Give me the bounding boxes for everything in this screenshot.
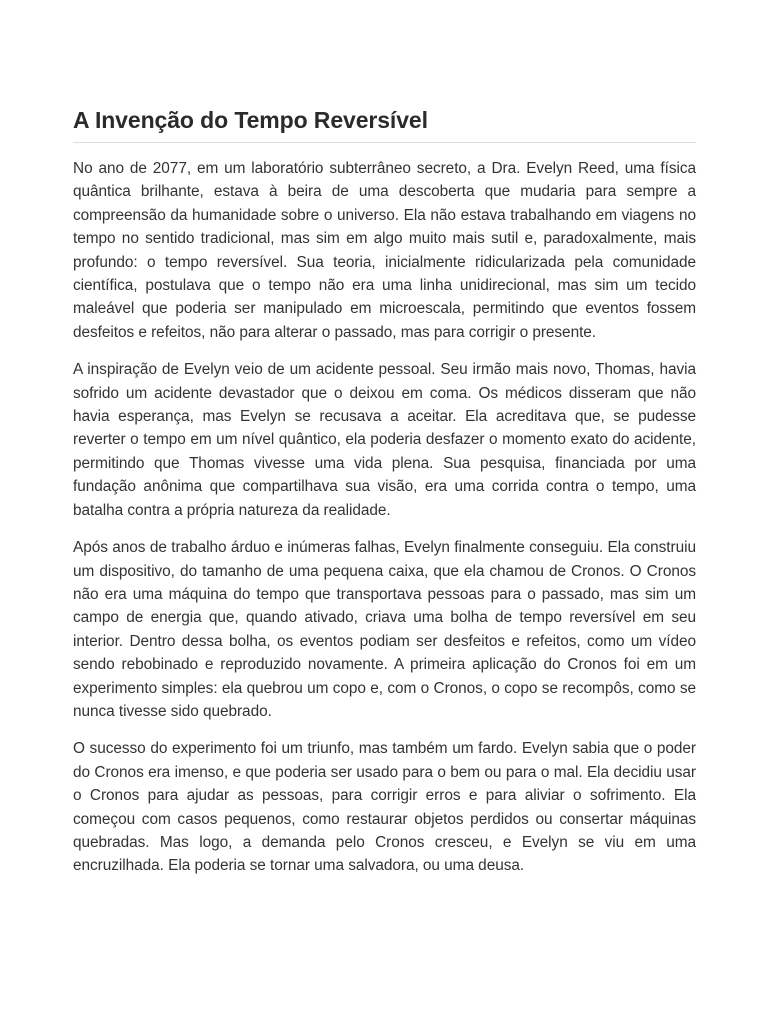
document-page: [73, 104, 696, 878]
paragraph-1: No ano de 2077, em um laboratório subterrâneo secreto, a Dra. Evelyn Reed, uma física quântica brilhante, estava à beira de uma descoberta que mudaria para sempre a compreensão da humanidade sobre o universo. Ela não estava trabalhando em viagens no tempo no sentido tradicional, mas sim em algo muito mais sutil e, paradoxalmente, mais profundo: o tempo reversível. Sua teoria, inicialmente ridicularizada pela comunidade científica, postulava que o tempo não era uma linha unidirecional, mas sim um tecido maleável que poderia ser manipulado em microescala, permitindo que eventos fossem desfeitos e refeitos, não para alterar o passado, mas para corrigir o presente.: [73, 160, 696, 341]
page-title: A Invenção do Tempo Reversível: [73, 104, 696, 143]
paragraph-4: O sucesso do experimento foi um triunfo, mas também um fardo. Evelyn sabia que o poder do Cronos era imenso, e que poderia ser usado para o bem ou para o mal. Ela decidiu usar o Cronos para ajudar as pessoas, para corrigir erros e para aliviar o sofrimento. Ela começou com casos pequenos, como restaurar objetos perdidos ou consertar máquinas quebradas. Mas logo, a demanda pelo Cronos cresceu, e Evelyn se viu em uma encruzilhada. Ela poderia se tornar uma salvadora, ou uma deusa.: [73, 740, 696, 875]
paragraph-3: Após anos de trabalho árduo e inúmeras falhas, Evelyn finalmente conseguiu. Ela construiu um dispositivo, do tamanho de uma pequena caixa, que ela chamou de Cronos. O Cronos não era uma máquina do tempo que transportava pessoas para o passado, mas sim um campo de energia que, quando ativado, criava uma bolha de tempo reversível em seu interior. Dentro dessa bolha, os eventos podiam ser desfeitos e refeitos, como um vídeo sendo rebobinado e reproduzido novamente. A primeira aplicação do Cronos foi em um experimento simples: ela quebrou um copo e, com o Cronos, o copo se recompôs, como se nunca tivesse sido quebrado.: [73, 539, 696, 720]
paragraph-2: A inspiração de Evelyn veio de um acidente pessoal. Seu irmão mais novo, Thomas, havia sofrido um acidente devastador que o deixou em coma. Os médicos disseram que não havia esperança, mas Evelyn se recusava a aceitar. Ela acreditava que, se pudesse reverter o tempo em um nível quântico, ela poderia desfazer o momento exato do acidente, permitindo que Thomas vivesse uma vida plena. Sua pesquisa, financiada por uma fundação anônima que compartilhava sua visão, era uma corrida contra o tempo, uma batalha contra a própria natureza da realidade.: [73, 361, 696, 519]
